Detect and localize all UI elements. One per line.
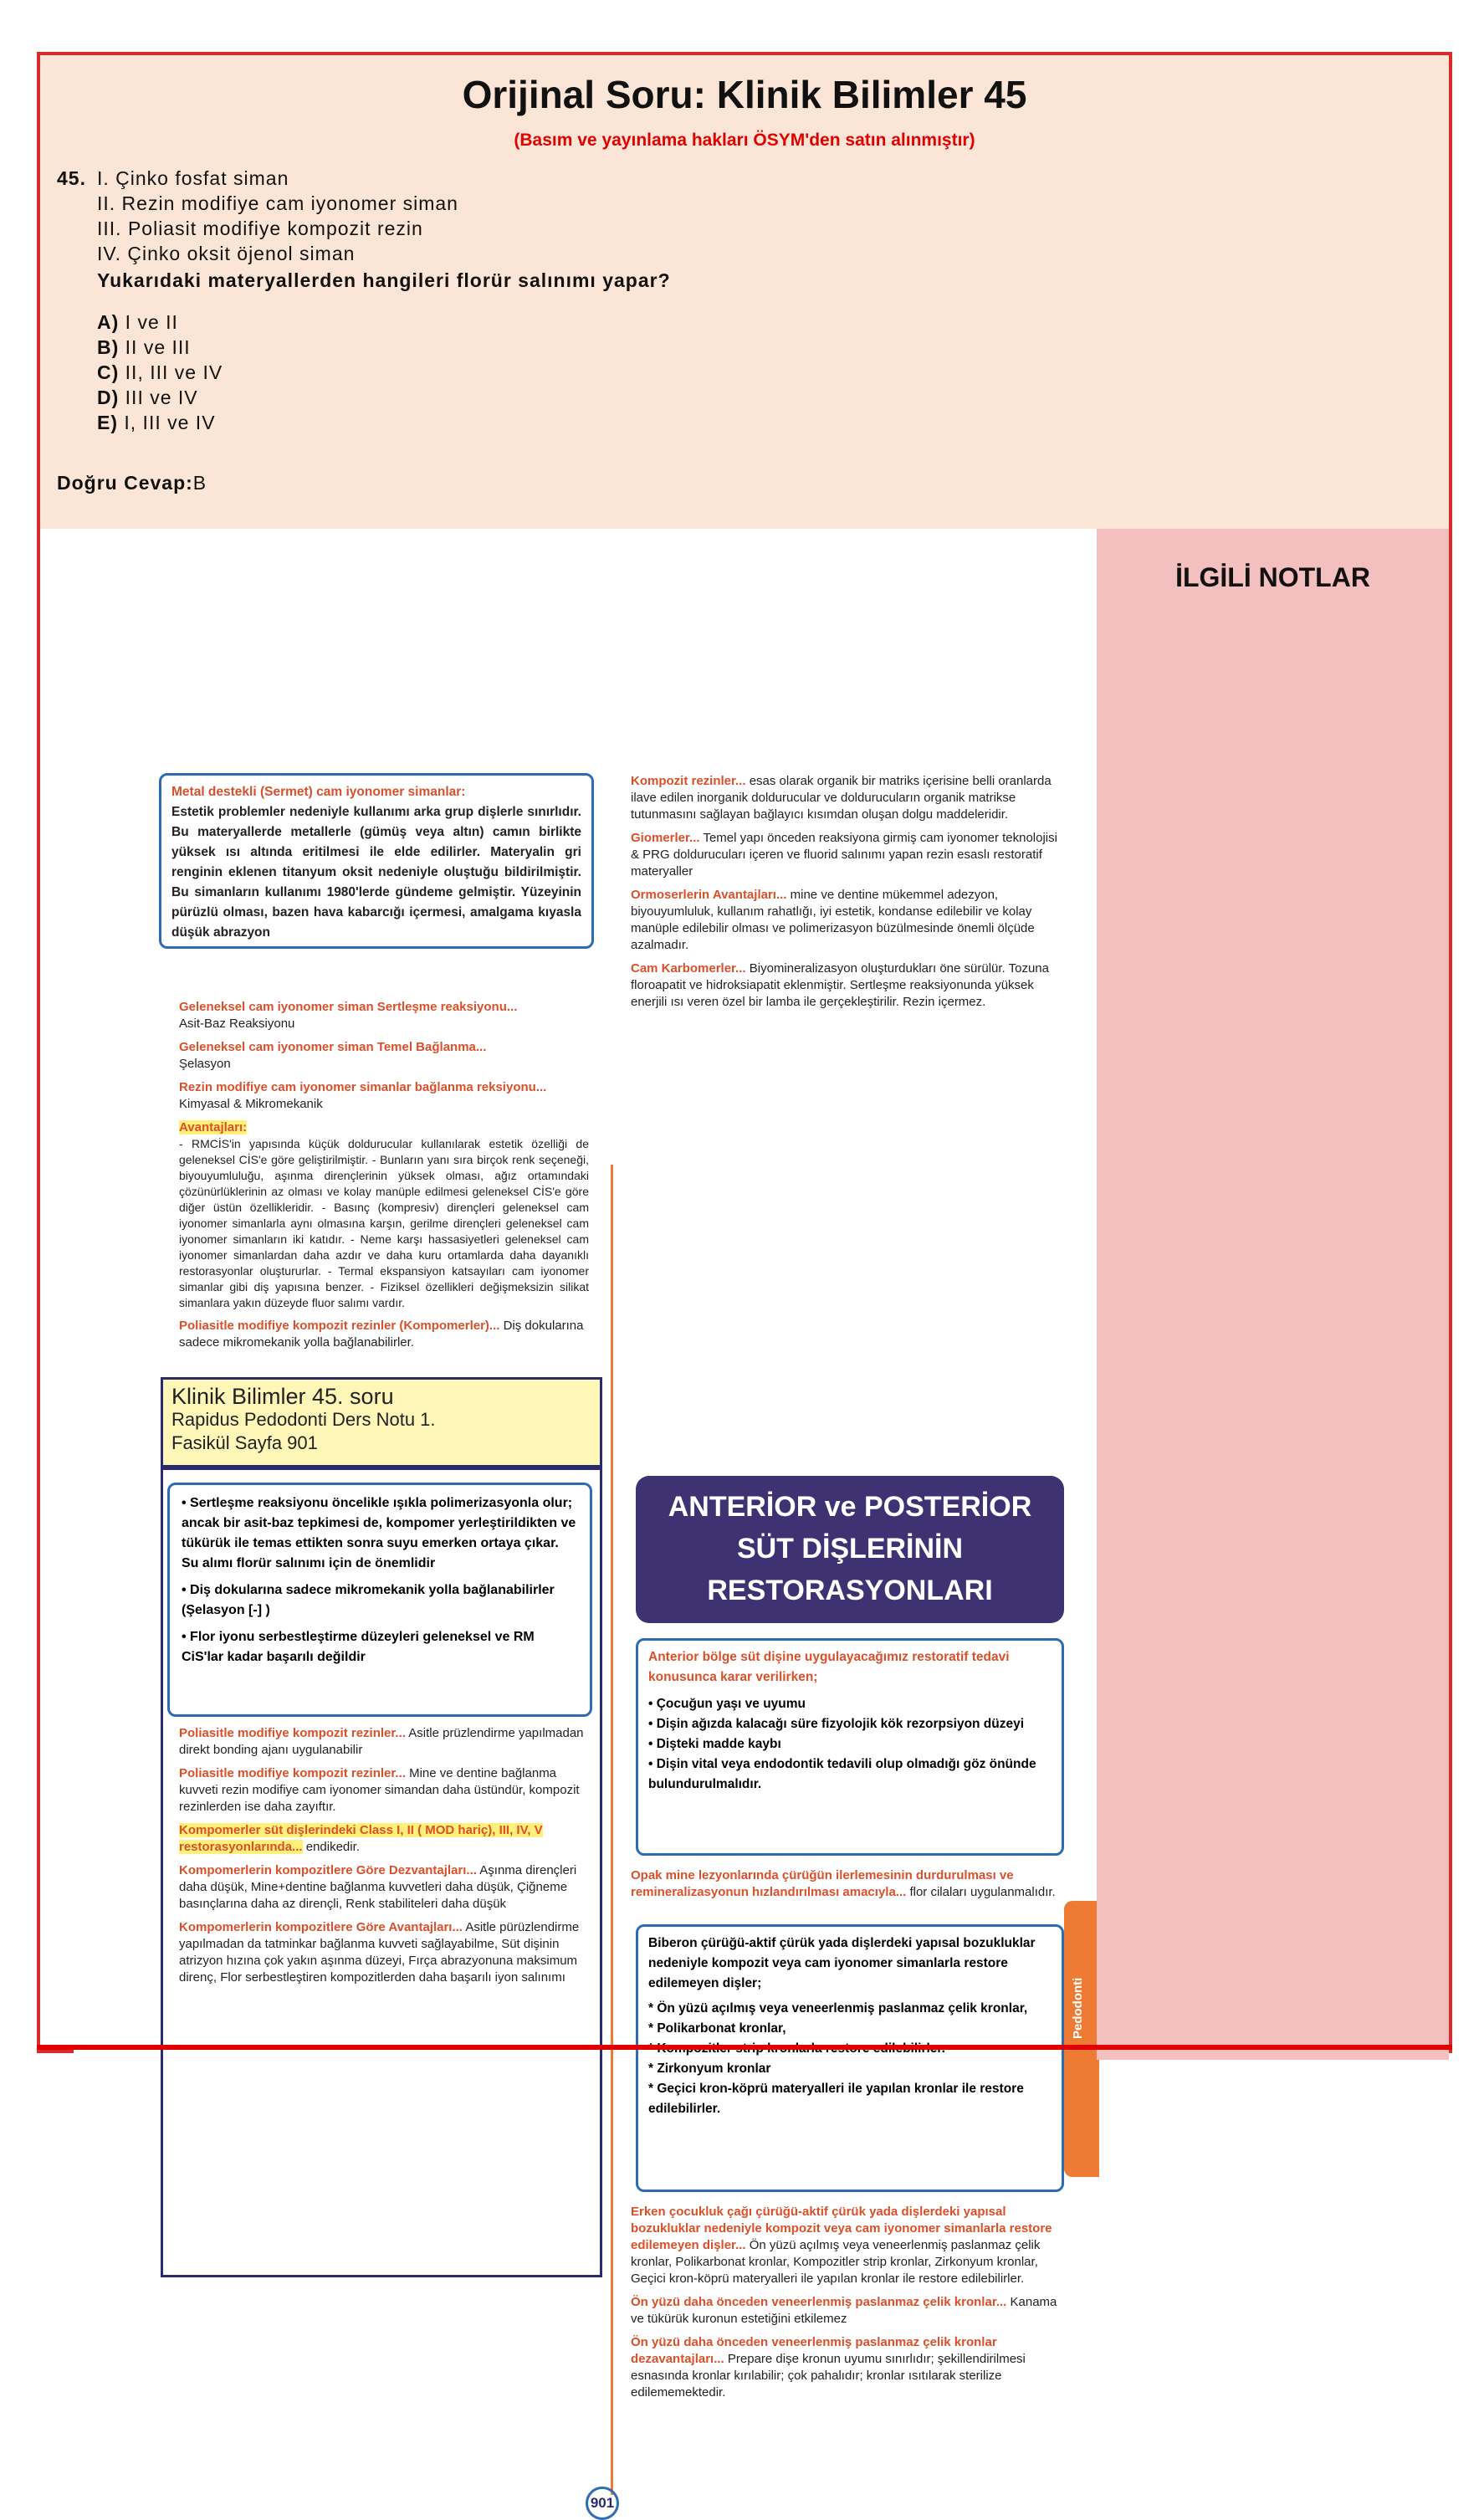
list-item: • Flor iyonu serbestleştirme düzeyleri geleneksel ve RM CiS'lar kadar başarılı değildir (182, 1630, 535, 1664)
opak-item: Opak mine lezyonlarında çürüğün ilerlemesinin durdurulması ve remineralizasyonun hızlandırılması amacıyla... flor cilaları uygulanmalıdır. (631, 1868, 1056, 1899)
list-item: Ormoserlerin Avantajları... mine ve dentine mükemmel adezyon, biyouyumluluk, kullanım rahatlığı, iyi estetik, kondanse edilebilir ve kolay manüple edilebilir olması ve polimerizasyon büzülmesinde önemli ölçüde azalmadır. (631, 888, 1035, 952)
sermet-box (159, 773, 594, 949)
question-item: II. Rezin modifiye cam iyonomer siman (97, 192, 458, 214)
list-item: Kompomerlerin kompozitlere Göre Dezvantajları... Aşınma dirençleri daha düşük, Mine+dentine bağlanma kuvvetleri daha düşük, Çiğneme basınçlarına daha az dirençli, Renk stabiliteleri daha düşük (179, 1863, 577, 1911)
option-b[interactable]: B) II ve III (97, 336, 191, 358)
list-item: Poliasitle modifiye kompozit rezinler (Kompomerler)... Diş dokularına sadece mikromekanik yolla bağlanabilirler. (179, 1319, 584, 1350)
reference-line-3: Fasikül Sayfa 901 (171, 1432, 318, 1453)
list-item: • Çocuğun yaşı ve uyumu (648, 1697, 806, 1711)
question-panel (40, 55, 1449, 529)
biberon-box (636, 1924, 1064, 2192)
option-a[interactable]: A) I ve II (97, 311, 178, 333)
option-e[interactable]: E) I, III ve IV (97, 412, 216, 433)
list-item: Poliasitle modifiye kompozit rezinler... Mine ve dentine bağlanma kuvveti rezin modifiye cam iyonomer simandan daha üstündür, kompozit rezinlerden ise daha zayıftır. (179, 1766, 580, 1814)
reference-line-2: Rapidus Pedodonti Ders Notu 1. (171, 1409, 436, 1430)
list-item: * Zirkonyum kronlar (648, 2062, 771, 2076)
biberon-title: Biberon çürüğü-aktif çürük yada dişlerdeki yapısal bozukluklar nedeniyle kompozit veya cam iyonomer simanlarla restore edilemeyen dişler; (648, 1936, 1036, 1990)
copyright-note: (Basım ve yayınlama hakları ÖSYM'den satın alınmıştır) (514, 131, 975, 150)
page-frame (37, 52, 1452, 2511)
list-item: Ön yüzü daha önceden veneerlenmiş paslanmaz çelik kronlar... Kanama ve tükürük kuronun estetiğini etkilemez (631, 2295, 1057, 2326)
correct-answer: Doğru Cevap:B (57, 472, 207, 494)
sermet-title: Metal destekli (Sermet) cam iyonomer simanlar: (171, 785, 466, 799)
section-tab: Pedodonti (1064, 1901, 1099, 2177)
reference-line-1: Klinik Bilimler 45. soru (171, 1384, 394, 1409)
textbook-page-image (74, 529, 1097, 2511)
option-d[interactable]: D) III ve IV (97, 387, 198, 408)
section-banner: ANTERİOR ve POSTERİOR SÜT DİŞLERİNİN RESTORASYONLARI (636, 1476, 1064, 1623)
list-item: Erken çocukluk çağı çürüğü-aktif çürük yada dişlerdeki yapısal bozukluklar nedeniyle kompozit veya cam iyonomer simanlarla restore edilemeyen dişler... Ön yüzü açılmış veya veneerlenmiş paslanmaz çelik kronlar, Polikarbonat kronlar, Kompozitler strip kronlar, Zirkonyum kronlar, Geçici kron-köprü materyalleri ile yapılan kronlar ile restore edilebilirler. (631, 2205, 1052, 2286)
bottom-rule (37, 2045, 1452, 2050)
option-c[interactable]: C) II, III ve IV (97, 361, 223, 383)
notes-panel (1097, 529, 1449, 2060)
list-item: Kompomerlerin kompozitlere Göre Avantajları... Asitle pürüzlendirme yapılmadan da tatminkar bağlanma kuvveti sağlayabilme, Süt dişinin atrizyon hızına çok yakın aşınma düzeyi, Fırça abrazyonuna maksimum direnç, Flor serbestleştiren kompozitlerden daha başarılı iyon salınımı (179, 1920, 580, 1985)
column-divider (611, 1165, 613, 2495)
list-item: * Polikarbonat kronlar, (648, 2021, 786, 2036)
list-item: Cam Karbomerler... Biyomineralizasyon oluşturdukları öne sürülür. Tozuna floroapatit ve hidroksiapatit eklenmiştir. Sertleşme reaksiyonunda yüksek enerjili ısı veren özel bir lamba ile gerçekleştirilir. Rezin içermez. (631, 961, 1049, 1009)
list-item: Avantajları: - RMCİS'in yapısında küçük doldurucular kullanılarak estetik özelliği de geleneksel CİS'e göre geliştirilmiştir. - Bunların yanı sıra birçok renk seçeneği, biyouyumluluğu, aşınma dirençlerinin yüksek olması, ağız ortamındaki çözünürlüklerinin az olması ve kolay manüple edilmesi geleneksel CİS'e göre diğer üstün özellikleridir. - Basınç (kompresiv) dirençleri geleneksel cam iyonomer simanlarla aynı olmasına karşın, gerilme dirençleri geleneksel cam iyonomer simanların iki katıdır. - Neme karşı hassasiyetleri geleneksel cam iyonomer simanlardan daha azdır ve daha kuru ortamlarda daha dayanıklı restorasyonlar oluştururlar. - Termal ekspansiyon katsayıları cam iyonomer simanlar gibi diş yapısına benzer. - Fiziksel özellikleri değişmeksizin silikat simanlara yakın düzeyde fluor salımı vardır. (179, 1120, 589, 1309)
question-item: I. Çinko fosfat siman (97, 167, 289, 189)
left-column-bottom (179, 1725, 589, 1993)
right-column (631, 773, 1062, 1017)
notes-title: İLGİLİ NOTLAR (1175, 562, 1370, 592)
page-number: 901 (586, 2487, 619, 2520)
anterior-title: Anterior bölge süt dişine uygulayacağımız restoratif tedavi konusunca karar verilirken; (648, 1650, 1010, 1684)
left-column (179, 999, 589, 1358)
page-title: Orijinal Soru: Klinik Bilimler 45 (462, 73, 1027, 116)
question-item: III. Poliasit modifiye kompozit rezin (97, 218, 423, 239)
list-item: Geleneksel cam iyonomer siman Temel Bağlanma... Şelasyon (179, 1040, 487, 1071)
list-item: * Geçici kron-köprü materyalleri ile yapılan kronlar ile restore edilebilirler. (648, 2082, 1024, 2116)
list-item: Giomerler... Temel yapı önceden reaksiyona girmiş cam iyonomer teknolojisi & PRG doldurucuları içeren ve fluorid salınımı yapan rezin esaslı restoratif materyaller (631, 831, 1057, 878)
list-item: • Dişteki madde kaybı (648, 1737, 781, 1751)
list-item: • Sertleşme reaksiyonu öncelikle ışıkla polimerizasyonla olur; ancak bir asit-baz tepkimesi de, kompomer yerleştirildikten ve tükürük ile temas ettikten sonra suyu emerken ortaya çıkar. Su alımı florür salınımı için de önemlidir (182, 1496, 576, 1570)
question-prompt: Yukarıdaki materyallerden hangileri florür salınımı yapar? (97, 269, 671, 291)
list-item: Ön yüzü daha önceden veneerlenmiş paslanmaz çelik kronlar dezavantajları... Prepare dişe kronun uyumu sınırlıdır; şekillendirilmesi esnasında kronlar kırılabilir; çok pahalıdır; kronlar ısıtılarak sterilize edilememektedir. (631, 2335, 1026, 2400)
list-item: Kompomerler süt dişlerindeki Class I, II ( MOD hariç), III, IV, V restorasyonlarında... endikedir. (179, 1823, 543, 1854)
reference-note (161, 1377, 602, 1467)
right-column-bottom (631, 2204, 1062, 2408)
anterior-box (636, 1638, 1064, 1856)
list-item: Poliasitle modifiye kompozit rezinler... Asitle prüzlendirme yapılmadan direkt bonding ajanı uygulanabilir (179, 1726, 584, 1757)
list-item: • Diş dokularına sadece mikromekanik yolla bağlanabilirler (Şelasyon [-] ) (182, 1583, 555, 1617)
question-item: IV. Çinko oksit öjenol siman (97, 243, 356, 264)
list-item: • Dişin vital veya endodontik tedavili olup olmadığı göz önünde bulundurulmalıdır. (648, 1757, 1036, 1791)
list-item: Geleneksel cam iyonomer siman Sertleşme reaksiyonu... Asit-Baz Reaksiyonu (179, 1000, 518, 1031)
list-item: * Ön yüzü açılmış veya veneerlenmiş paslanmaz çelik kronlar, (648, 2001, 1028, 2015)
list-item: Rezin modifiye cam iyonomer simanlar bağlanma reksiyonu... Kimyasal & Mikromekanik (179, 1080, 547, 1111)
list-item: • Dişin ağızda kalacağı süre fizyolojik kök rezorpsiyon düzeyi (648, 1717, 1025, 1731)
list-item: Kompozit rezinler... esas olarak organik bir matriks içerisine belli oranlarda ilave edilen inorganik doldurucular ve doldurucuların organik matrikse tutunmasını sağlayan bağlayıcı kısımdan oluşan dolgu maddeleridir. (631, 774, 1052, 822)
kompomer-box (167, 1483, 592, 1717)
question-number: 45. (57, 167, 86, 189)
sermet-body: Estetik problemler nedeniyle kullanımı arka grup dişlerle sınırlıdır. Bu materyallerde metallerle (gümüş veya altın) camın birlikte yüksek ısı altında eritilmesi ile elde edilirler. Materyalin gri renginin eklenen titanyum oksit nedeniyle oluştuğu bildirilmiştir. Bu simanların kullanımı 1980'lerde gündeme gelmiştir. Yüzeyinin pürüzlü olması, bazen hava kabarcığı içermesi, amalgama kıyasla düşük abrazyon (171, 805, 581, 940)
